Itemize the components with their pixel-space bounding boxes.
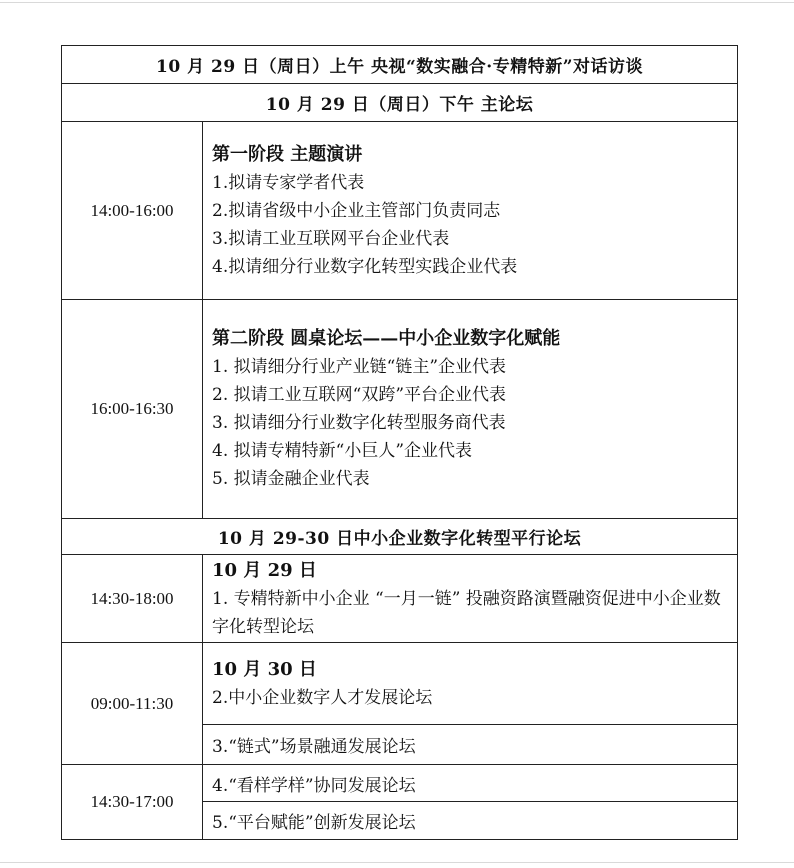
list-item: 5.“平台赋能”创新发展论坛 <box>203 802 738 840</box>
p1-date: 10 月 29 日 <box>212 559 317 581</box>
list-item: 3.拟请工业互联网平台企业代表 <box>212 228 450 249</box>
bottom-page-rule <box>0 862 794 863</box>
list-item: 4.“看样学样”协同发展论坛 <box>203 765 738 802</box>
stage2-content <box>203 300 738 519</box>
list-item: 5. 拟请金融企业代表 <box>212 469 370 489</box>
afternoon-main-forum-heading: 10 月 29 日（周日）下午 主论坛 <box>62 84 738 122</box>
top-page-rule <box>0 2 794 3</box>
list-item: 4. 拟请专精特新“小巨人”企业代表 <box>212 441 473 461</box>
table-row <box>62 300 738 519</box>
list-item: 4.拟请细分行业数字化转型实践企业代表 <box>212 256 518 277</box>
p2-content <box>203 643 738 725</box>
table-row <box>62 122 738 300</box>
schedule-table <box>61 45 738 840</box>
list-item: 1.拟请专家学者代表 <box>212 172 365 193</box>
stage2-title: 第二阶段 圆桌论坛——中小企业数字化赋能 <box>212 328 561 349</box>
p2-time: 09:00-11:30 <box>62 643 203 765</box>
table-row <box>62 765 738 802</box>
list-item: 2.拟请省级中小企业主管部门负责同志 <box>212 200 501 221</box>
stage1-time: 14:00-16:00 <box>62 122 203 300</box>
p3-time: 14:30-17:00 <box>62 765 203 840</box>
p1-content <box>203 555 738 643</box>
parallel-forum-heading: 10 月 29-30 日中小企业数字化转型平行论坛 <box>62 519 738 555</box>
p2-date: 10 月 30 日 <box>212 658 317 680</box>
list-item: 2.中小企业数字人才发展论坛 <box>212 687 433 708</box>
table-row <box>62 46 738 84</box>
p1-time: 14:30-18:00 <box>62 555 203 643</box>
list-item: 2. 拟请工业互联网“双跨”平台企业代表 <box>212 385 507 405</box>
list-item: 1. 专精特新中小企业 “一月一链” 投融资路演暨融资促进中小企业数字化转型论坛 <box>212 588 721 637</box>
list-item: 1. 拟请细分行业产业链“链主”企业代表 <box>212 357 507 377</box>
table-row <box>62 84 738 122</box>
stage1-title: 第一阶段 主题演讲 <box>212 143 363 165</box>
list-item: 3.“链式”场景融通发展论坛 <box>203 725 738 765</box>
list-item: 3. 拟请细分行业数字化转型服务商代表 <box>212 413 506 433</box>
stage2-time: 16:00-16:30 <box>62 300 203 519</box>
morning-session-heading: 10 月 29 日（周日）上午 央视“数实融合·专精特新”对话访谈 <box>62 46 738 84</box>
table-row <box>62 643 738 725</box>
table-row <box>62 555 738 643</box>
table-row <box>62 519 738 555</box>
stage1-content <box>203 122 738 300</box>
